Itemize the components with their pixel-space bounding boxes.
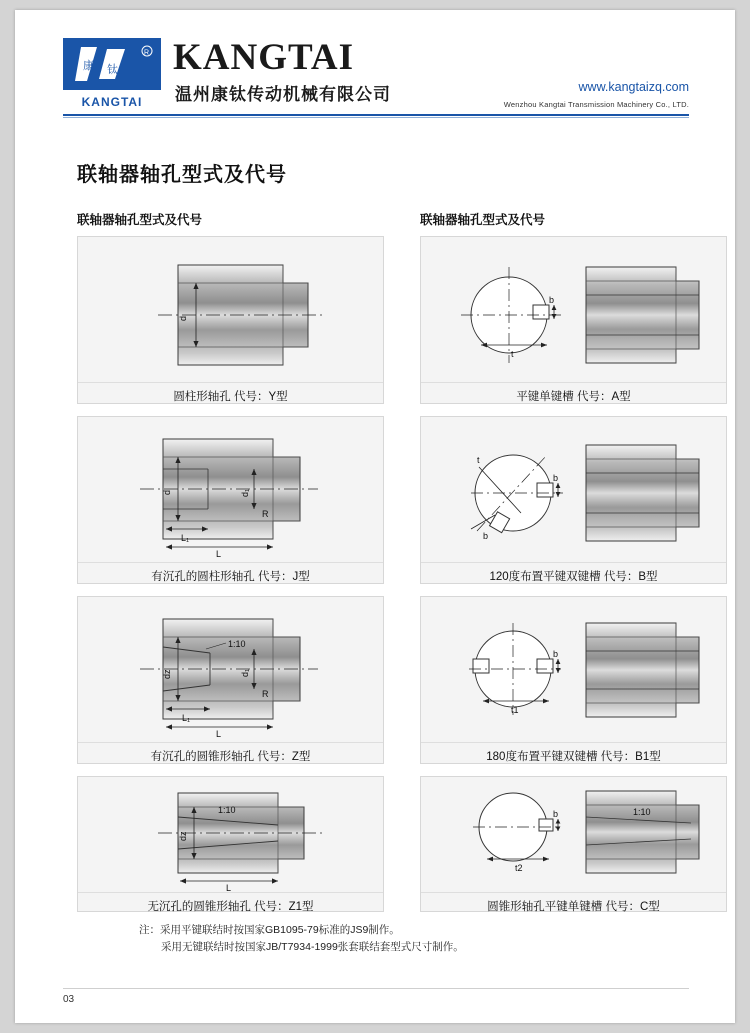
figure-j-type [78, 417, 383, 562]
brand-name-en: KANGTAI [173, 37, 355, 78]
svg-text:d₁: d₁ [240, 668, 250, 677]
logo-subtext: KANGTAI [63, 90, 161, 114]
svg-text:t2: t2 [515, 863, 523, 873]
website-url: www.kangtaizq.com [578, 80, 689, 94]
figure-card-y-type [77, 236, 384, 404]
figure-card-c-type [420, 776, 727, 912]
svg-text:dz: dz [162, 669, 172, 679]
figure-caption-z-type: 有沉孔的圆锥形轴孔 代号：Z型 [78, 742, 383, 771]
figure-b1-type [421, 597, 726, 742]
svg-text:R: R [262, 689, 269, 699]
svg-text:d: d [162, 489, 172, 495]
document-page [15, 10, 735, 1023]
svg-text:b: b [553, 809, 559, 819]
figure-b-type [421, 417, 726, 562]
svg-text:t: t [511, 349, 514, 359]
figure-caption-b-type: 120度布置平键双键槽 代号：B型 [421, 562, 726, 591]
svg-text:d: d [178, 315, 188, 321]
figure-card-b-type [420, 416, 727, 584]
figure-caption-z1-type: 无沉孔的圆锥形轴孔 代号：Z1型 [78, 892, 383, 921]
figure-card-z1-type [77, 776, 384, 912]
logo-mark-icon [63, 38, 161, 90]
figure-caption-c-type: 圆锥形轴孔平键单键槽 代号：C型 [421, 892, 726, 921]
figure-caption-a-type: 平键单键槽 代号：A型 [421, 382, 726, 411]
figure-caption-j-type: 有沉孔的圆柱形轴孔 代号：J型 [78, 562, 383, 591]
svg-text:L: L [216, 549, 222, 559]
company-logo [63, 38, 161, 114]
footnote-line-1: 注：采用平键联结时按国家GB1095-79标准的JS9制作。 [139, 924, 400, 936]
footnote [139, 922, 464, 956]
svg-text:钛: 钛 [107, 64, 118, 76]
figure-a-type [421, 237, 726, 382]
svg-text:L: L [216, 729, 222, 739]
svg-text:dz: dz [178, 831, 188, 841]
svg-text:b: b [553, 473, 559, 483]
figure-card-b1-type [420, 596, 727, 764]
svg-text:1:10: 1:10 [228, 639, 246, 649]
website-company-en: Wenzhou Kangtai Transmission Machinery Co., LTD. [503, 100, 689, 109]
header-divider [63, 114, 689, 116]
brand-name-cn: 温州康钛传动机械有限公司 [175, 85, 391, 104]
svg-text:R: R [144, 49, 150, 57]
footnote-line-2: 采用无键联结时按国家JB/T7934-1999张套联结套型式尺寸制作。 [161, 941, 464, 953]
figure-card-j-type [77, 416, 384, 584]
svg-text:b: b [549, 295, 555, 305]
header-divider-thin [63, 117, 689, 118]
svg-text:L₁: L₁ [181, 533, 190, 543]
figure-caption-y-type: 圆柱形轴孔 代号：Y型 [78, 382, 383, 411]
right-column-heading: 联轴器轴孔型式及代号 [420, 213, 546, 227]
svg-text:1:10: 1:10 [218, 805, 236, 815]
figure-z-type [78, 597, 383, 742]
svg-text:R: R [262, 509, 269, 519]
footer-divider [63, 988, 689, 989]
page-number: 03 [63, 994, 75, 1005]
page-title: 联轴器轴孔型式及代号 [77, 164, 287, 186]
figure-y-type [78, 237, 383, 382]
svg-text:t: t [477, 455, 480, 465]
svg-text:L: L [226, 883, 232, 893]
svg-text:t1: t1 [511, 705, 519, 715]
svg-text:b: b [483, 531, 489, 541]
left-column-heading: 联轴器轴孔型式及代号 [77, 213, 203, 227]
svg-text:b: b [553, 649, 559, 659]
svg-text:L₁: L₁ [182, 713, 191, 723]
svg-text:康: 康 [83, 60, 94, 72]
figure-card-z-type [77, 596, 384, 764]
figure-z1-type [78, 777, 383, 892]
figure-caption-b1-type: 180度布置平键双键槽 代号：B1型 [421, 742, 726, 771]
page-header [15, 38, 735, 118]
svg-text:d₁: d₁ [240, 488, 250, 497]
figure-card-a-type [420, 236, 727, 404]
svg-text:1:10: 1:10 [633, 807, 651, 817]
figure-c-type [421, 777, 726, 892]
